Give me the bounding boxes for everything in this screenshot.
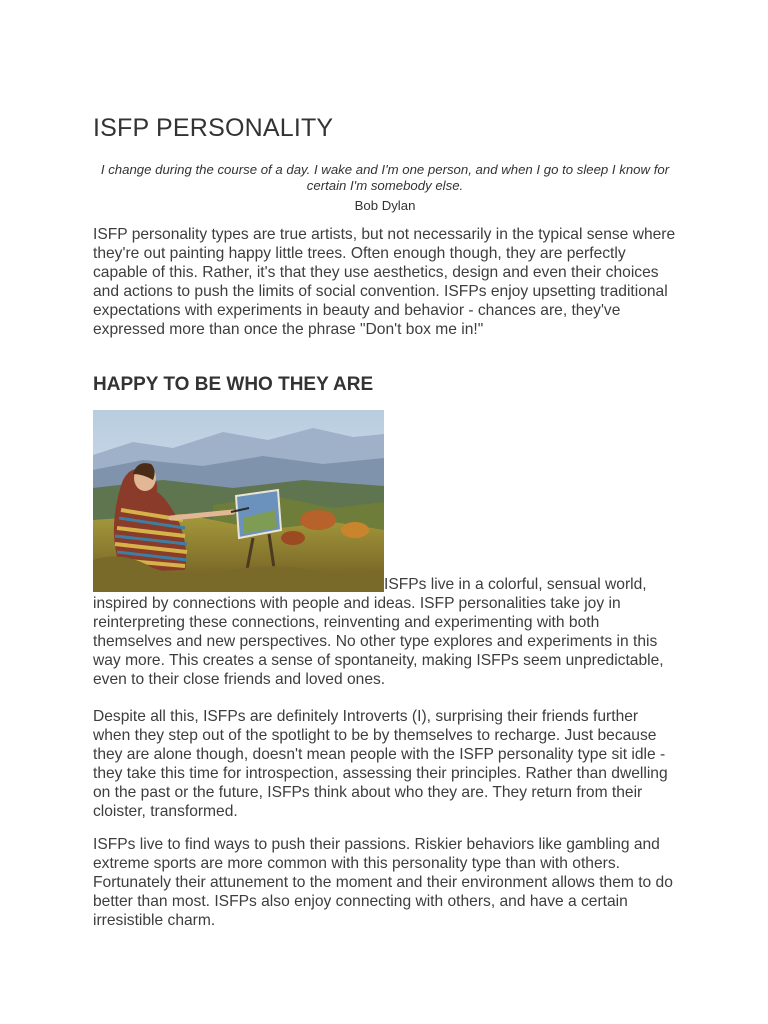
painter-photo xyxy=(93,410,384,592)
page-title: ISFP PERSONALITY xyxy=(93,114,334,142)
epigraph xyxy=(93,162,677,214)
section-paragraph-2: Despite all this, ISFPs are definitely Introverts (I), surprising their friends further when they step out of the spotlight to be by themselves to recharge. Just because they are alone though, doesn't mean people with the ISFP personality type sit idle - they take this time for introspection, assessing their principles. Rather than dwelling on the past or the future, ISFPs think about who they are. They return from their cloister, transformed. xyxy=(93,708,668,820)
quote-text: I change during the course of a day. I wake and I'm one person, and when I go to sleep I know for certain I'm somebody else. xyxy=(100,162,670,193)
figure-with-text xyxy=(93,410,677,689)
quote-author: Bob Dylan xyxy=(354,198,416,213)
section-heading: HAPPY TO BE WHO THEY ARE xyxy=(93,374,374,395)
section-paragraph-1: ISFPs live in a colorful, sensual world, inspired by connections with people and ideas. ISFP personalities take joy in reinterpreting these connections, reinventing and experimenting with both themselves and new perspectives. No other type explores and experiments in this way more. This creates a sense of spontaneity, making ISFPs seem unpredictable, even to their close friends and loved ones. xyxy=(93,576,664,688)
section-paragraph-3: ISFPs live to find ways to push their passions. Riskier behaviors like gambling and extreme sports are more common with this personality type than with others. Fortunately their attunement to the moment and their environment allows them to do better than most. ISFPs also enjoy connecting with others, and have a certain irresistible charm. xyxy=(93,836,673,929)
painter-landscape-image xyxy=(93,410,384,592)
intro-paragraph: ISFP personality types are true artists, but not necessarily in the typical sense where they're out painting happy little trees. Often enough though, they are perfectly capable of this. Rather, it's that they use aesthetics, design and even their choices and actions to push the limits of social convention. ISFPs enjoy upsetting traditional expectations with experiments in beauty and behavior - chances are, they've expressed more than once the phrase "Don't box me in!" xyxy=(93,226,676,338)
